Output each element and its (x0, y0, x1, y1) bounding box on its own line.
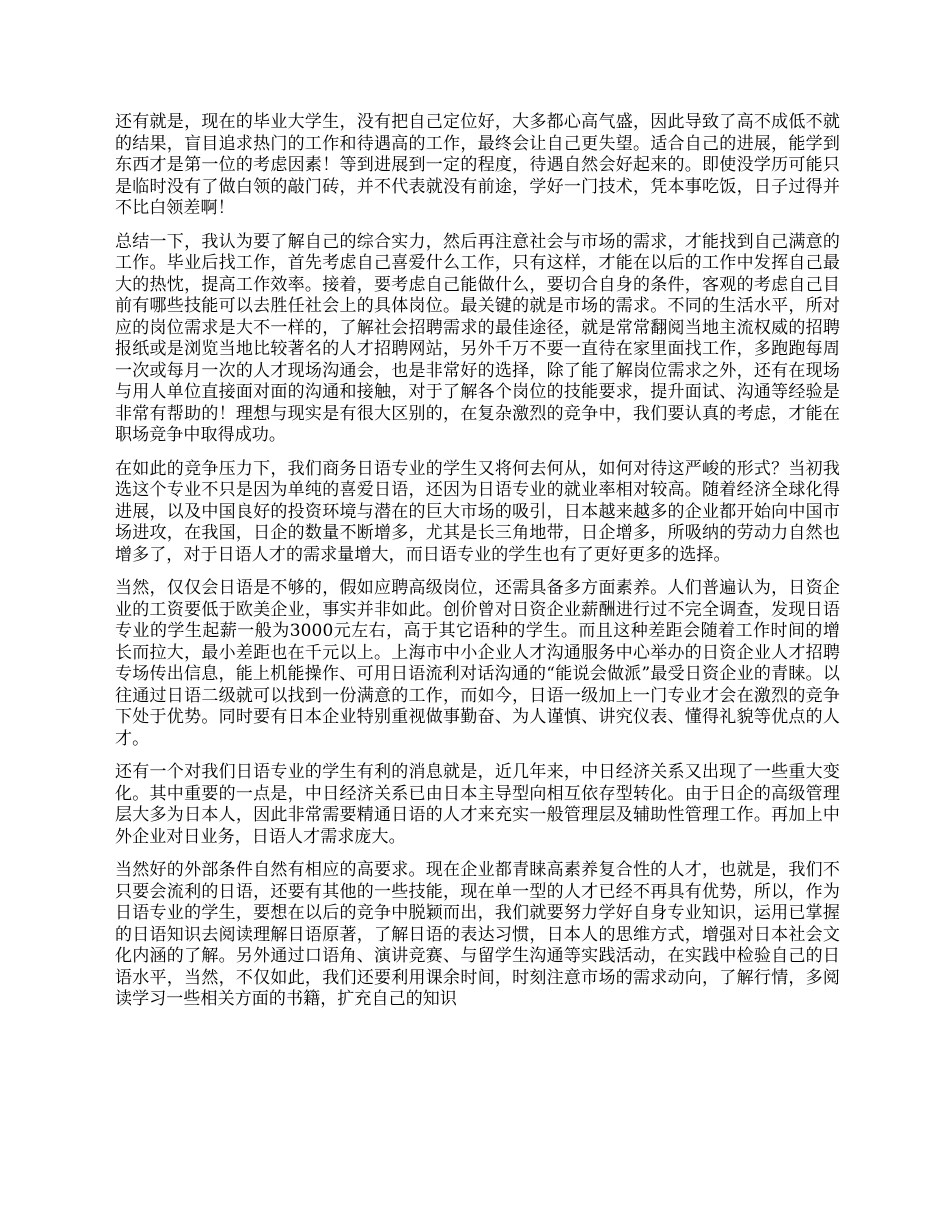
paragraph-high-requirements: 当然好的外部条件自然有相应的高要求。现在企业都青睐高素养复合性的人才，也就是，我们不只要会流利的日语，还要有其他的一些技能，现在单一型的人才已经不再具有优势，所以，作为日语专业的学生，要想在以后的竞争中脱颖而出，我们就要努力学好自身专业知识，运用已掌握的日语知识去阅读理解日语原著，了解日语的表达习惯，日本人的思维方式，增强对日本社会文化内涵的了解。另外通过口语角、演讲竞赛、与留学生沟通等实践活动，在实践中检验自己的日语水平，当然，不仅如此，我们还要利用课余时间，时刻注意市场的需求动向，了解行情，多阅读学习一些相关方面的书籍，扩充自己的知识 (115, 860, 840, 1009)
paragraph-economic-relations: 还有一个对我们日语专业的学生有利的消息就是，近几年来，中日经济关系又出现了一些重大变化。其中重要的一点是，中日经济关系已由日本主导型向相互依存型转化。由于日企的高级管理层大多为日本人，因此非常需要精通日语的人才来充实一般管理层及辅助性管理工作。再加上中外企业对日业务，日语人才需求庞大。 (115, 762, 840, 847)
paragraph-skills-and-salary: 当然，仅仅会日语是不够的，假如应聘高级岗位，还需具备多方面素养。人们普遍认为，日资企业的工资要低于欧美企业，事实并非如此。创价曾对日资企业薪酬进行过不完全调查，发现日语专业的学生起薪一般为3000元左右，高于其它语种的学生。而且这种差距会随着工作时间的增长而拉大，最小差距也在千元以上。上海市中小企业人才沟通服务中心举办的日资企业人才招聘专场传出信息，能上机能操作、可用日语流利对话沟通的“能说会做派”最受日资企业的青睐。以往通过日语二级就可以找到一份满意的工作，而如今，日语一级加上一门专业才会在激烈的竞争下处于优势。同时要有日本企业特别重视做事勤奋、为人谨慎、讲究仪表、懂得礼貌等优点的人才。 (115, 578, 840, 749)
paragraph-japanese-major-prospects: 在如此的竞争压力下，我们商务日语专业的学生又将何去何从，如何对待这严峻的形式？当初我选这个专业不只是因为单纯的喜爱日语，还因为日语专业的就业率相对较高。随着经济全球化得进展，以及中国良好的投资环境与潜在的巨大市场的吸引，日本越来越多的企业都开始向中国市场进攻，在我国，日企的数量不断增多，尤其是长三角地带，日企增多，所吸纳的劳动力自然也增多了，对于日语人才的需求量增大，而日语专业的学生也有了更好更多的选择。 (115, 458, 840, 565)
document-page (115, 112, 840, 1023)
paragraph-graduate-positioning: 还有就是，现在的毕业大学生，没有把自己定位好，大多都心高气盛，因此导致了高不成低不就的结果，盲目追求热门的工作和待遇高的工作，最终会让自己更失望。适合自己的进展，能学到东西才是第一位的考虑因素！等到进展到一定的程度，待遇自然会好起来的。即使没学历可能只是临时没有了做白领的敲门砖，并不代表就没有前途，学好一门技术，凭本事吃饭，日子过得并不比白领差啊！ (115, 112, 840, 218)
paragraph-summary-job-search: 总结一下，我认为要了解自己的综合实力，然后再注意社会与市场的需求，才能找到自己满意的工作。毕业后找工作，首先考虑自己喜爱什么工作，只有这样，才能在以后的工作中发挥自己最大的热忱，提高工作效率。接着，要考虑自己能做什么，要切合自身的条件，客观的考虑自己目前有哪些技能可以去胜任社会上的具体岗位。最关键的就是市场的需求。不同的生活水平，所对应的岗位需求是大不一样的，了解社会招聘需求的最佳途径，就是常常翻阅当地主流权威的招聘报纸或是浏览当地比较著名的人才招聘网站，另外千万不要一直待在家里面找工作，多跑跑每周一次或每月一次的人才现场沟通会，也是非常好的选择，除了能了解岗位需求之外，还有在现场与用人单位直接面对面的沟通和接触，对于了解各个岗位的技能要求，提升面试、沟通等经验是非常有帮助的！理想与现实是有很大区别的，在复杂激烈的竞争中，我们要认真的考虑，才能在职场竞争中取得成功。 (115, 231, 840, 445)
